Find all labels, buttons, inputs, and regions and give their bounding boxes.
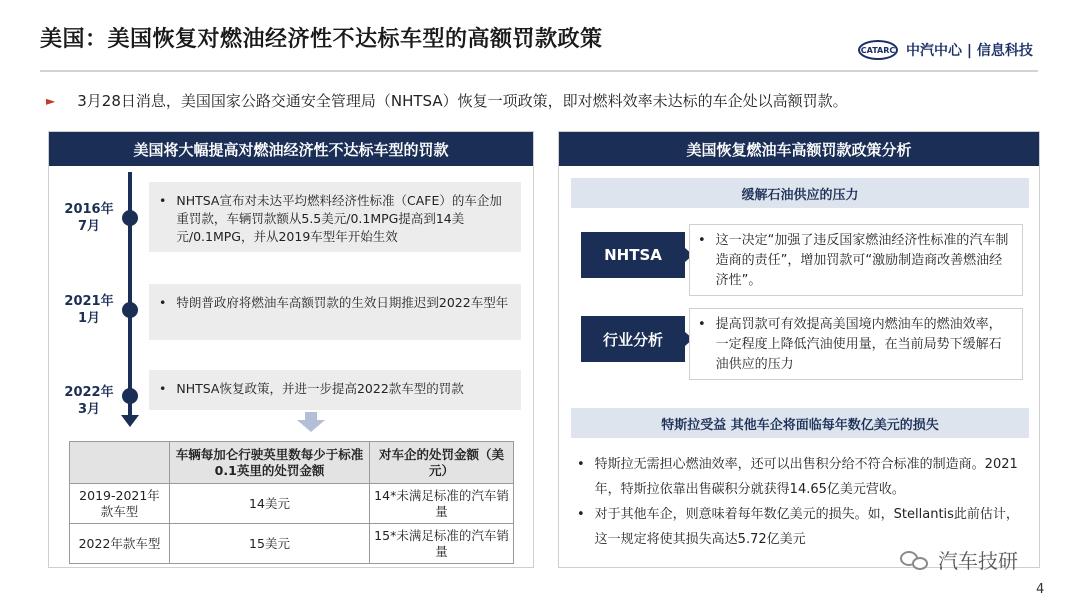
company-logo xyxy=(858,40,1033,60)
catarc-logo-icon: CATARC xyxy=(858,40,898,60)
table-cell: 2019-2021年款车型 xyxy=(70,484,170,524)
header-divider xyxy=(40,70,1038,72)
left-panel xyxy=(48,131,534,568)
table-header-cell: 车辆每加仑行驶英里数每少于标准0.1英里的处罚金额 xyxy=(170,442,370,484)
nhtsa-tag: NHTSA xyxy=(581,232,685,278)
industry-analysis-card: • 提高罚款可有效提高美国境内燃油车的燃油效率，一定程度上降低汽油使用量，在当前局势下缓解石油供应的压力 xyxy=(689,308,1023,380)
table-cell: 14美元 xyxy=(170,484,370,524)
right-panel xyxy=(558,131,1040,568)
timeline-date: 2021年 1月 xyxy=(64,294,114,326)
timeline-event: • NHTSA宣布对未达平均燃料经济性标准（CAFE）的车企加重罚款，车辆罚款额从5.5美元/0.1MPG提高到14美元/0.1MPG，并从2019车型年开始生效 xyxy=(149,182,521,252)
impact-list xyxy=(577,452,1029,552)
table-cell: 2022年款车型 xyxy=(70,524,170,564)
timeline-date: 2022年 3月 xyxy=(64,385,114,417)
penalty-table xyxy=(69,441,514,564)
table-cell: 15美元 xyxy=(170,524,370,564)
timeline-event: • 特朗普政府将燃油车高额罚款的生效日期推迟到2022车型年 xyxy=(149,284,521,340)
timeline-dot xyxy=(122,210,138,226)
table-row xyxy=(70,524,514,564)
triangle-bullet-icon: ► xyxy=(46,93,56,108)
timeline-dot xyxy=(122,302,138,318)
table-cell: 14*未满足标准的汽车销量 xyxy=(370,484,514,524)
timeline-date: 2016年 7月 xyxy=(64,202,114,234)
down-arrow-icon xyxy=(297,412,325,432)
intro-bullet xyxy=(46,90,848,111)
timeline-line xyxy=(128,172,132,417)
page-number: 4 xyxy=(1036,582,1045,597)
intro-text: 3月28日消息，美国国家公路交通安全管理局（NHTSA）恢复一项政策，即对燃料效率未达标的车企处以高额罚款。 xyxy=(77,92,848,110)
industry-analysis-tag: 行业分析 xyxy=(581,316,685,362)
table-row xyxy=(70,484,514,524)
table-cell: 15*未满足标准的汽车销量 xyxy=(370,524,514,564)
table-header-row xyxy=(70,442,514,484)
page-title: 美国：美国恢复对燃油经济性不达标车型的高额罚款政策 xyxy=(40,27,603,52)
section-title-bar: 特斯拉受益 其他车企将面临每年数亿美元的损失 xyxy=(571,408,1029,438)
wechat-icon xyxy=(900,549,930,571)
table-header-cell: 对车企的处罚金额（美元） xyxy=(370,442,514,484)
watermark: 汽车技研 xyxy=(900,545,1018,574)
timeline-dot xyxy=(122,388,138,404)
section-title-bar: 缓解石油供应的压力 xyxy=(571,178,1029,208)
timeline-arrow-icon xyxy=(121,415,139,427)
list-item: • 特斯拉无需担心燃油效率，还可以出售积分给不符合标准的制造商。2021年，特斯拉依靠出售碳积分就获得14.65亿美元营收。 xyxy=(577,457,1018,497)
left-panel-header: 美国将大幅提高对燃油经济性不达标车型的罚款 xyxy=(49,132,533,166)
right-panel-header: 美国恢复燃油车高额罚款政策分析 xyxy=(559,132,1039,166)
logo-text: 中汽中心 | 信息科技 xyxy=(906,43,1033,59)
list-item: • 对于其他车企，则意味着每年数亿美元的损失。如，Stellantis此前估计，这一规定将使其损失高达5.72亿美元 xyxy=(577,507,1019,547)
timeline-event: • NHTSA恢复政策，并进一步提高2022款车型的罚款 xyxy=(149,370,521,410)
table-header-cell xyxy=(70,442,170,484)
nhtsa-card: • 这一决定“加强了违反国家燃油经济性标准的汽车制造商的责任”，增加罚款可“激励制造商改善燃油经济性”。 xyxy=(689,224,1023,296)
